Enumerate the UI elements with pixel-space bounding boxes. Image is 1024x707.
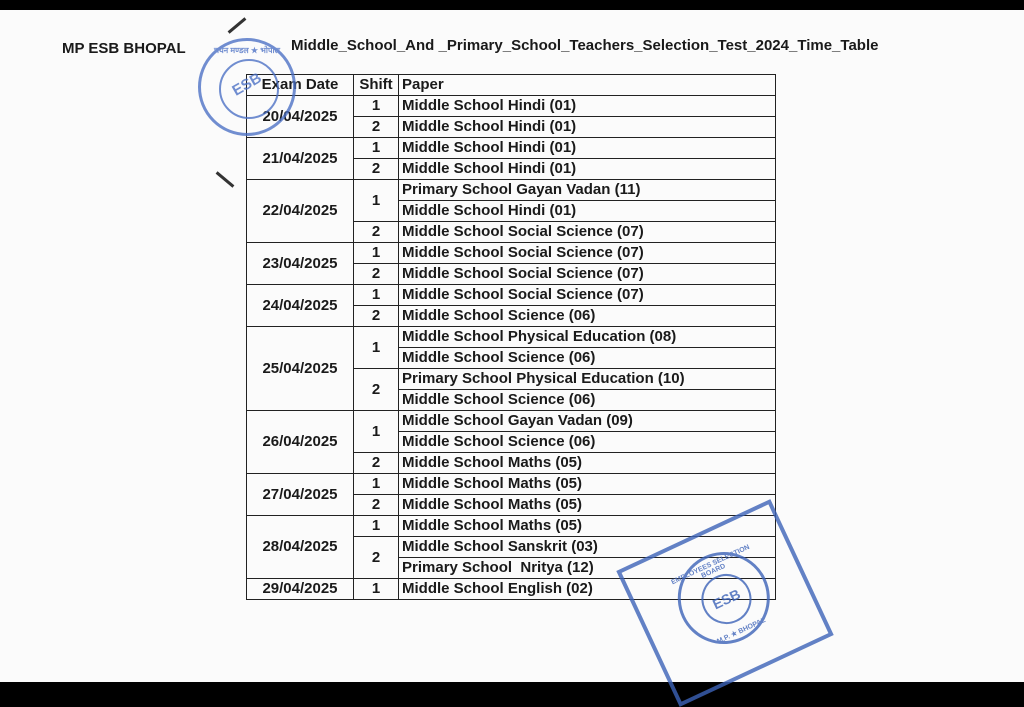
paper-cell: Primary School Gayan Vadan (11) [399,180,776,201]
shift-cell: 2 [354,495,399,516]
time-table [246,74,776,600]
paper-cell: Middle School Maths (05) [399,516,776,537]
paper-cell: Middle School Gayan Vadan (09) [399,411,776,432]
seal-ring-bottom-text: M.P. ★ BHOPAL [716,616,767,646]
col-paper: Paper [399,75,776,96]
table-row [247,180,776,201]
table-row [247,243,776,264]
paper-cell: Middle School Science (06) [399,306,776,327]
paper-cell: Middle School Maths (05) [399,495,776,516]
shift-cell: 1 [354,138,399,159]
paper-cell: Middle School Science (06) [399,432,776,453]
shift-cell: 1 [354,243,399,264]
seal-ring-text: चयन मण्डल ★ भोपाल [213,46,281,55]
exam-date-cell: 29/04/2025 [247,579,354,600]
shift-cell: 1 [354,285,399,306]
paper-cell: Middle School Social Science (07) [399,243,776,264]
exam-date-cell: 26/04/2025 [247,411,354,474]
paper-cell: Middle School Science (06) [399,390,776,411]
document-page [0,10,1024,682]
shift-cell: 2 [354,369,399,411]
exam-date-cell: 20/04/2025 [247,96,354,138]
shift-cell: 1 [354,516,399,537]
table-header-row [247,75,776,96]
paper-cell: Middle School Social Science (07) [399,222,776,243]
exam-date-cell: 27/04/2025 [247,474,354,516]
shift-cell: 2 [354,537,399,579]
exam-date-cell: 28/04/2025 [247,516,354,579]
exam-date-cell: 24/04/2025 [247,285,354,327]
scan-mark [228,17,247,33]
shift-cell: 2 [354,306,399,327]
scan-mark [216,171,235,187]
col-shift: Shift [354,75,399,96]
org-name: MP ESB BHOPAL [62,40,186,57]
paper-cell: Primary School Physical Education (10) [399,369,776,390]
seal-circle [663,537,785,659]
table-row [247,138,776,159]
table-row [247,474,776,495]
shift-cell: 1 [354,327,399,369]
paper-cell: Primary School Nritya (12) [399,558,776,579]
paper-cell: Middle School Hindi (01) [399,138,776,159]
paper-cell: Middle School Hindi (01) [399,117,776,138]
esb-seal-top [198,38,296,136]
paper-cell: Middle School Hindi (01) [399,201,776,222]
paper-cell: Middle School Hindi (01) [399,96,776,117]
seal-core-text: ESB [229,69,265,100]
paper-cell: Middle School Science (06) [399,348,776,369]
shift-cell: 2 [354,117,399,138]
seal-core-text: ESB [693,566,759,632]
seal-ring-top-text: EMPLOYEES SELECTION BOARD [670,543,751,587]
exam-date-cell: 25/04/2025 [247,327,354,411]
document-title: Middle_School_And _Primary_School_Teachers_Selection_Test_2024_Time_Table [291,37,879,54]
table-row [247,285,776,306]
shift-cell: 2 [354,453,399,474]
shift-cell: 2 [354,159,399,180]
exam-date-cell: 21/04/2025 [247,138,354,180]
paper-cell: Middle School Sanskrit (03) [399,537,776,558]
paper-cell: Middle School Maths (05) [399,474,776,495]
table-row [247,327,776,348]
paper-cell: Middle School Social Science (07) [399,264,776,285]
table-row [247,96,776,117]
shift-cell: 1 [354,579,399,600]
shift-cell: 2 [354,222,399,243]
paper-cell: Middle School Social Science (07) [399,285,776,306]
exam-date-cell: 22/04/2025 [247,180,354,243]
table-row [247,411,776,432]
shift-cell: 1 [354,96,399,117]
shift-cell: 1 [354,474,399,495]
paper-cell: Middle School Physical Education (08) [399,327,776,348]
paper-cell: Middle School English (02) [399,579,776,600]
col-exam-date: Exam Date [247,75,354,96]
shift-cell: 2 [354,264,399,285]
shift-cell: 1 [354,411,399,453]
paper-cell: Middle School Hindi (01) [399,159,776,180]
paper-cell: Middle School Maths (05) [399,453,776,474]
shift-cell: 1 [354,180,399,222]
exam-date-cell: 23/04/2025 [247,243,354,285]
